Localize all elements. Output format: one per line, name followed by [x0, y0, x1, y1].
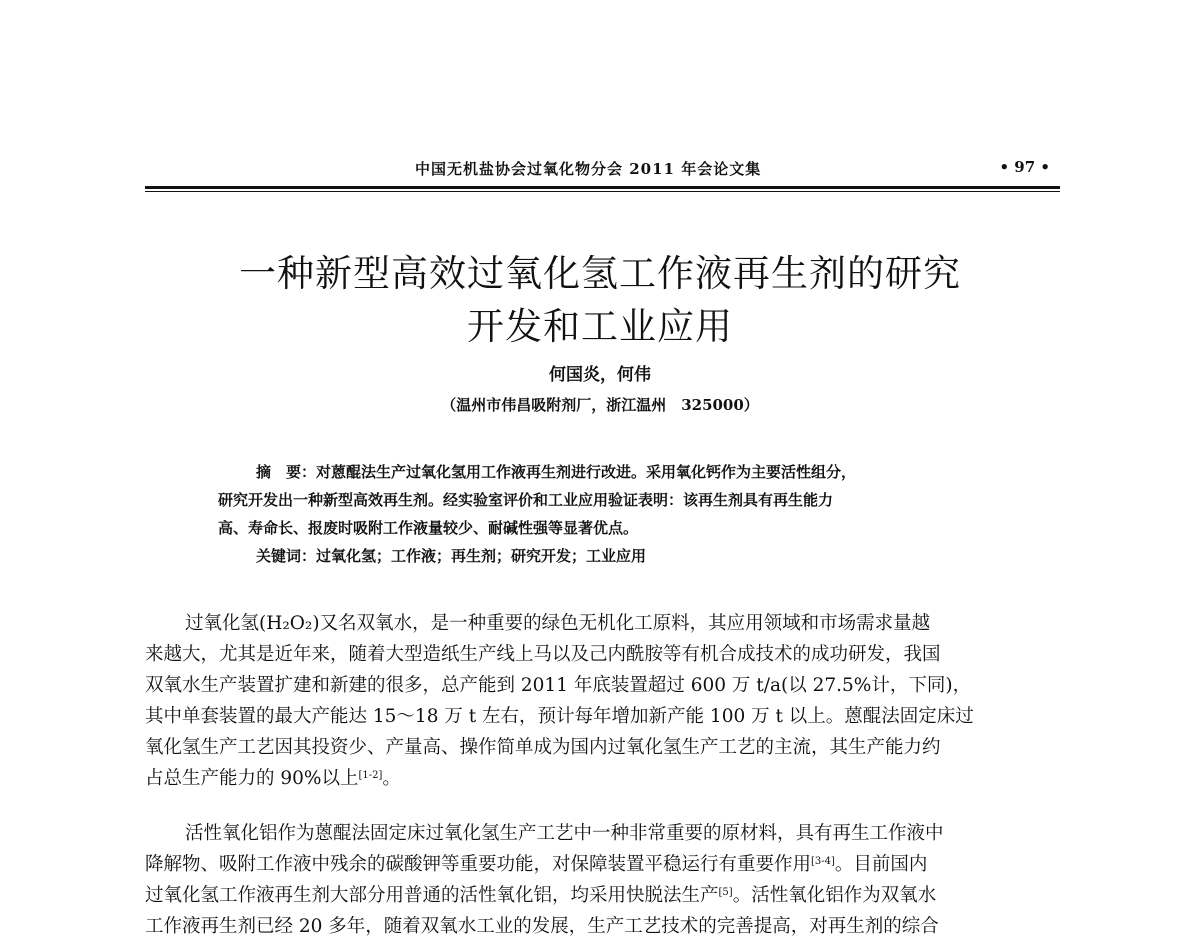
keywords-label: 关键词：: [256, 547, 317, 565]
citation: [5]: [718, 887, 733, 898]
body-text: 。活性氧化铝作为双氧水: [732, 885, 937, 906]
body-line: 活性氧化铝作为蒽醌法固定床过氧化氢生产工艺中一种非常重要的原材料，具有再生工作液中: [185, 823, 944, 844]
running-header: [145, 158, 1060, 182]
body-line: 工作液再生剂已经 20 多年，随着双氧水工业的发展，生产工艺技术的完善提高，对再生剂的综合: [145, 916, 939, 937]
header-rule-thin: [145, 191, 1060, 192]
citation: [3-4]: [811, 856, 835, 867]
abstract-label: 摘 要：: [256, 463, 317, 481]
affiliation: （温州市伟昌吸附剂厂，浙江温州 325000）: [441, 396, 759, 414]
body-line: [145, 849, 1060, 880]
body-text: 降解物、吸附工作液中残余的碳酸钾等重要功能，对保障装置平稳运行有重要作用: [145, 854, 812, 875]
paper-title-line-2: 开发和工业应用: [467, 305, 733, 348]
header-rule-thick: [145, 186, 1060, 189]
body-line: 双氧水生产装置扩建和新建的很多，总产能到 2011 年底装置超过 600 万 t/a(以 27.5%计，下同)，: [145, 675, 972, 696]
abstract-line: 研究开发出一种新型高效再生剂。经实验室评价和工业应用验证表明：该再生剂具有再生能力: [218, 491, 834, 509]
keywords-line: [218, 542, 998, 570]
keywords-text: 过氧化氢；工作液；再生剂；研究开发；工业应用: [316, 547, 647, 565]
body-line: 氧化氢生产工艺因其投资少、产量高、操作简单成为国内过氧化氢生产工艺的主流，其生产能力约: [145, 737, 941, 758]
authors: 何国炎，何伟: [549, 365, 651, 385]
body-line: 来越大，尤其是近年来，随着大型造纸生产线上马以及己内酰胺等有机合成技术的成功研发，我国: [145, 644, 941, 665]
body-line: 其中单套装置的最大产能达 15～18 万 t 左右，预计每年增加新产能 100 万 t 以上。蒽醌法固定床过: [145, 706, 974, 727]
abstract: [218, 458, 998, 570]
body-text: 过氧化氢工作液再生剂大部分用普通的活性氧化铝，均采用快脱法生产: [145, 885, 719, 906]
body-line: [145, 880, 1060, 911]
body-line: [145, 763, 1060, 794]
body-text: 占总生产能力的 90%以上: [145, 768, 359, 789]
body-text: 。目前国内: [834, 854, 928, 875]
body-line: 过氧化氢(H₂O₂)又名双氧水，是一种重要的绿色无机化工原料，其应用领域和市场需求量越: [185, 613, 931, 634]
body-paragraph-1: [145, 608, 1060, 794]
abstract-text: 对蒽醌法生产过氧化氢用工作液再生剂进行改进。采用氧化钙作为主要活性组分，: [316, 463, 857, 481]
page-number: • 97 •: [999, 158, 1050, 176]
body-text: 。: [382, 768, 401, 789]
body-paragraph-2: [145, 818, 1060, 942]
paper-title-line-1: 一种新型高效过氧化氢工作液再生剂的研究: [239, 252, 961, 295]
journal-title: 中国无机盐协会过氧化物分会 2011 年会论文集: [415, 160, 762, 178]
citation: [1-2]: [358, 770, 383, 781]
abstract-line: [218, 458, 998, 486]
abstract-line: 高、寿命长、报废时吸附工作液量较少、耐碱性强等显著优点。: [218, 519, 639, 537]
